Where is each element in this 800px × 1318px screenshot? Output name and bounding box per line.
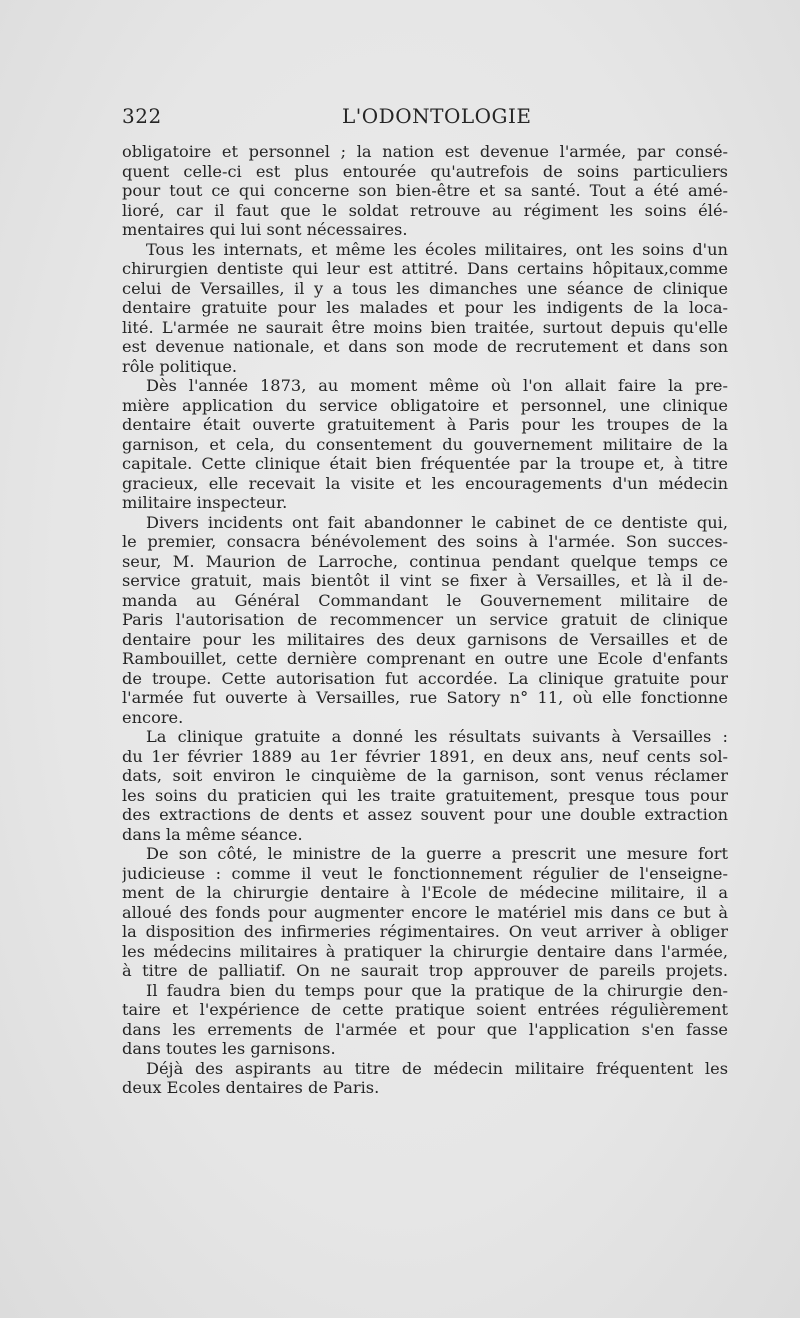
- text-line: alloué des fonds pour augmenter encore le matériel mis dans ce but à: [122, 902, 728, 922]
- text-line: Paris l'autorisation de recommencer un service gratuit de clinique: [122, 610, 728, 629]
- text-line: les soins du praticien qui les traite gratuitement, presque tous pour: [122, 785, 728, 805]
- text-line: capitale. Cette clinique était bien fréquentée par la troupe et, à titre: [122, 454, 728, 473]
- text-line: Il faudra bien du temps pour que la pratique de la chirurgie den-: [146, 980, 728, 1000]
- text-line: Déjà des aspirants au titre de médecin militaire fréquentent les: [146, 1058, 728, 1078]
- text-line: manda au Général Commandant le Gouvernement militaire de: [122, 590, 728, 610]
- text-line: Dès l'année 1873, au moment même où l'on allait faire la pre-: [146, 376, 728, 395]
- text-line: l'armée fut ouverte à Versailles, rue Satory n° 11, où elle fonctionne: [122, 688, 728, 707]
- text-line: quent celle-ci est plus entourée qu'autrefois de soins particuliers: [122, 161, 728, 181]
- page-header: [122, 104, 728, 134]
- text-line: gracieux, elle recevait la visite et les encouragements d'un médecin: [122, 473, 728, 493]
- text-line: garnison, et cela, du consentement du gouvernement militaire de la: [122, 434, 728, 454]
- text-line: est devenue nationale, et dans son mode de recrutement et dans son: [122, 337, 728, 356]
- text-line: encore.: [122, 707, 184, 727]
- text-line: Divers incidents ont fait abandonner le cabinet de ce dentiste qui,: [146, 512, 728, 532]
- text-line: Tous les internats, et même les écoles militaires, ont les soins d'un: [146, 239, 728, 259]
- text-line: lité. L'armée ne saurait être moins bien traitée, surtout depuis qu'elle: [122, 317, 728, 337]
- text-line: militaire inspecteur.: [122, 493, 288, 512]
- text-line: mière application du service obligatoire et personnel, une clinique: [122, 395, 728, 415]
- text-line: dentaire pour les militaires des deux garnisons de Versailles et de: [122, 629, 728, 649]
- text-line: La clinique gratuite a donné les résultats suivants à Versailles :: [146, 727, 728, 746]
- text-line: Rambouillet, cette dernière comprenant en outre une Ecole d'enfants: [122, 649, 728, 668]
- text-line: du 1er février 1889 au 1er février 1891, en deux ans, neuf cents sol-: [122, 746, 728, 766]
- body-text: [122, 142, 728, 1098]
- text-line: lioré, car il faut que le soldat retrouve au régiment les soins élé-: [122, 200, 728, 220]
- text-line: des extractions de dents et assez souvent pour une double extraction: [122, 805, 728, 824]
- text-line: dans les errements de l'armée et pour que l'application s'en fasse: [122, 1019, 728, 1039]
- text-line: obligatoire et personnel ; la nation est devenue l'armée, par consé-: [122, 142, 728, 161]
- running-title: L'ODONTOLOGIE: [342, 104, 532, 128]
- text-line: à titre de palliatif. On ne saurait trop approuver de pareils projets.: [122, 961, 728, 980]
- text-line: De son côté, le ministre de la guerre a prescrit une mesure fort: [146, 844, 728, 863]
- text-line: judicieuse : comme il veut le fonctionnement régulier de l'enseigne-: [122, 863, 728, 883]
- text-line: la disposition des infirmeries régimentaires. On veut arriver à obliger: [122, 922, 728, 941]
- text-line: celui de Versailles, il y a tous les dimanches une séance de clinique: [122, 278, 728, 298]
- text-line: mentaires qui lui sont nécessaires.: [122, 220, 408, 239]
- text-line: chirurgien dentiste qui leur est attitré. Dans certains hôpitaux,comme: [122, 259, 728, 278]
- text-line: dans toutes les garnisons.: [122, 1039, 336, 1058]
- text-line: service gratuit, mais bientôt il vint se fixer à Versailles, et là il de-: [122, 571, 728, 590]
- text-line: ment de la chirurgie dentaire à l'Ecole de médecine militaire, il a: [122, 883, 728, 902]
- text-line: les médecins militaires à pratiquer la chirurgie dentaire dans l'armée,: [122, 941, 728, 961]
- text-line: deux Ecoles dentaires de Paris.: [122, 1078, 380, 1097]
- text-line: dans la même séance.: [122, 824, 303, 844]
- text-line: dentaire gratuite pour les malades et pour les indigents de la loca-: [122, 298, 728, 317]
- text-line: de troupe. Cette autorisation fut accordée. La clinique gratuite pour: [122, 668, 728, 688]
- text-line: dentaire était ouverte gratuitement à Paris pour les troupes de la: [122, 415, 728, 434]
- text-line: seur, M. Maurion de Larroche, continua pendant quelque temps ce: [122, 551, 728, 571]
- text-line: taire et l'expérience de cette pratique soient entrées régulièrement: [122, 1000, 728, 1019]
- text-line: rôle politique.: [122, 356, 238, 376]
- text-line: dats, soit environ le cinquième de la garnison, sont venus réclamer: [122, 766, 728, 785]
- text-line: pour tout ce qui concerne son bien-être et sa santé. Tout a été amé-: [122, 181, 728, 200]
- text-line: le premier, consacra bénévolement des soins à l'armée. Son succes-: [122, 532, 728, 551]
- page-number: 322: [122, 104, 162, 128]
